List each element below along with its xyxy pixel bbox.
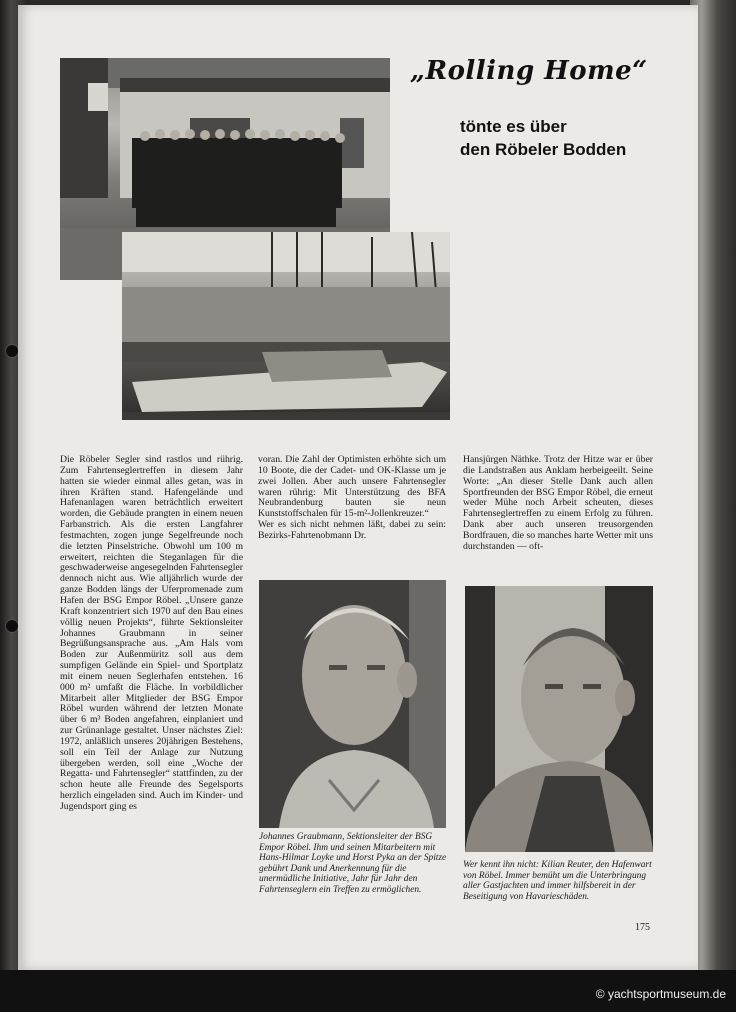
portrait-reuter-caption: Wer kennt ihn nicht: Kilian Reuter, den Hafenwart von Röbel. Immer bemüht um die Unterbringung aller Gastjachten und immer hilfsbereit in der Beseitigung von Havarieschäden. (463, 860, 652, 902)
portrait-graubmann-caption: Johannes Graubmann, Sektionsleiter der BSG Empor Röbel. Ihm und seinen Mitarbeitern mit Hans-Hilmar Loyke und Horst Pyka an der Spitze gebührt Dank und Anerkennung für die unermüdliche Initiative, Jahr für Jahr den Fahrtenseglern ein Treffen zu ermöglichen. (259, 832, 447, 895)
portrait-graubmann-image (259, 580, 446, 828)
portrait-reuter (465, 586, 653, 852)
article-column-1: Die Röbeler Segler sind rastlos und rührig. Zum Fahrtenseglertreffen in diesem Jahr hatten sie wieder einmal alles getan, was in ihren Kräften stand. Hafengelände und Hafenanlagen waren beträchtlich erweitert worden, die Gebäude prangten in einem neuen Farbanstrich. Als die ersten Langfahrer festmachten, zogen junge Segelfreunde noch die letzten Pinselstriche. Obwohl um 100 m erweitert, reichten die Steganlagen für die geschwaderweise angesegelnden Fahrtensegler dennoch nicht aus. Wie alljährlich wurde der ganze Bodden längs der Uferpromenade zum Hafen der BSG Empor Röbel. „Unsere ganze Kraft konzentriert sich 1970 auf den Bau eines völlig neuen Projekts“, führte Sektionsleiter Johannes Graubmann in seiner Begrüßungsansprache aus. „Am Hals vom Boden zur Außenmüritz soll aus dem sumpfigen Gelände ein Spiel- und Sportplatz mit einem neuen Seglerhafen entstehen. 16 000 m² umfaßt die Fläche. In vorbildlicher Mitarbeit aller Mitglieder der BSG Empor Röbel wurden während der letzten Monate über 6 m³ Boden angefahren, einplaniert und zur Grünanlage gestaltet. Unser nächstes Ziel: 1972, anläßlich unseres 20jährigen Bestehens, soll ein Teil der Anlage zur Nutzung übergeben werden, soll eine „Woche der Regatta- und Fahrtensegler“ stattfinden, zu der schon heute alle Freunde des Segelsports herzlich eingeladen sind. Auch im Kinder- und Jugendsport ging es (60, 454, 243, 812)
punch-hole (6, 620, 18, 632)
page-number: 175 (635, 922, 650, 933)
subheadline-line: tönte es über (460, 117, 567, 136)
article-subheadline (460, 115, 626, 161)
article-column-3: Hansjürgen Näthke. Trotz der Hitze war er über die Landstraßen aus Anklam herbeigeeilt. Seine Worte: „An dieser Stelle Dank auch allen Sportfreunden der BSG Empor Röbel, die erneut weder Mühe noch Arbeit scheuten, dieses Fahrtenseglertreffen zu einem Erfolg zu führen. Dank aber auch unseren treusorgenden Bordfrauen, die so manches harte Wetter mit uns durchstanden — oft- (463, 454, 653, 552)
punch-hole (6, 345, 18, 357)
harbour-photo-image (122, 232, 450, 420)
portrait-reuter-image (465, 586, 653, 852)
portrait-graubmann (259, 580, 446, 828)
watermark: © yachtsportmuseum.de (595, 987, 726, 1001)
article-column-2: voran. Die Zahl der Optimisten erhöhte sich um 10 Boote, die der Cadet- und OK-Klasse um je zwei Jollen. Aber auch unsere Fahrtensegler waren rührig: Mit Unterstützung des BFA Neubrandenburg bauten sie neun Kunststoffschalen für 15-m²-Jollenkreuzer.“ Wer es sich nicht nehmen läßt, dabei zu sein: Bezirks-Fahrtenobmann Dr. (258, 454, 446, 541)
subheadline-line: den Röbeler Bodden (460, 140, 627, 159)
harbour-photo (122, 232, 450, 420)
article-headline: „Rolling Home“ (410, 56, 648, 86)
